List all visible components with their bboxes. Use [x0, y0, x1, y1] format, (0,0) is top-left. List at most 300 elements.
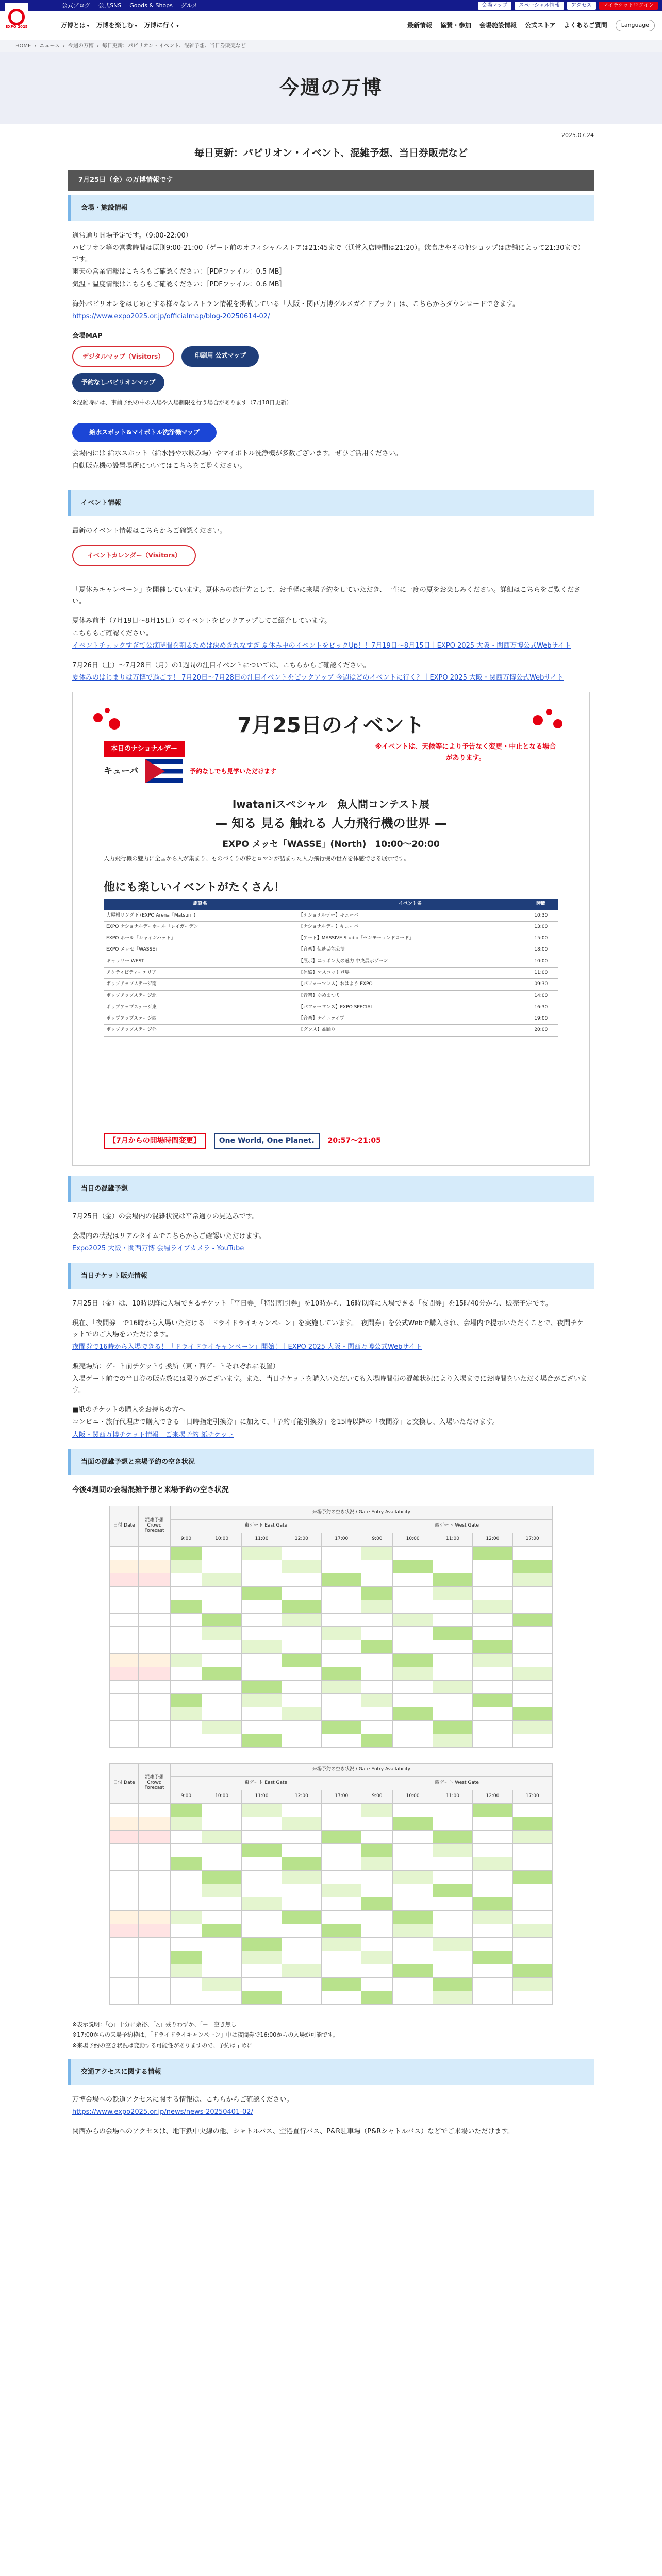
grid-slot-cell[interactable]: [242, 1573, 282, 1586]
grid-slot-cell[interactable]: [242, 1640, 282, 1653]
grid-slot-cell[interactable]: [393, 1573, 433, 1586]
grid-slot-cell[interactable]: [473, 1720, 512, 1734]
grid-slot-cell[interactable]: [361, 1667, 393, 1680]
grid-slot-cell[interactable]: [361, 1680, 393, 1693]
grid-slot-cell[interactable]: [242, 1897, 282, 1910]
grid-slot-cell[interactable]: [393, 1560, 433, 1573]
grid-slot-cell[interactable]: [242, 1600, 282, 1613]
grid-slot-cell[interactable]: [361, 1586, 393, 1600]
grid-slot-cell[interactable]: [433, 1857, 472, 1870]
grid-slot-cell[interactable]: [473, 1884, 512, 1897]
grid-slot-cell[interactable]: [242, 1626, 282, 1640]
grid-slot-cell[interactable]: [473, 1857, 512, 1870]
grid-slot-cell[interactable]: [433, 1653, 472, 1667]
grid-slot-cell[interactable]: [202, 1964, 241, 1977]
grid-slot-cell[interactable]: [512, 1734, 552, 1747]
grid-slot-cell[interactable]: [322, 1977, 361, 1991]
grid-slot-cell[interactable]: [242, 1857, 282, 1870]
grid-slot-cell[interactable]: [282, 1991, 321, 2004]
nav-sponsors[interactable]: 協賛・参加: [440, 22, 472, 29]
grid-slot-cell[interactable]: [433, 1937, 472, 1951]
grid-slot-cell[interactable]: [512, 1843, 552, 1857]
grid-slot-cell[interactable]: [512, 1613, 552, 1626]
grid-slot-cell[interactable]: [171, 1626, 202, 1640]
ticket-paper-link[interactable]: 大阪・関西万博チケット情報｜ご来場予約 紙チケット: [72, 1431, 234, 1439]
grid-slot-cell[interactable]: [282, 1843, 321, 1857]
grid-slot-cell[interactable]: [322, 1640, 361, 1653]
grid-slot-cell[interactable]: [361, 1817, 393, 1830]
grid-slot-cell[interactable]: [512, 1640, 552, 1653]
topbar-link-blog[interactable]: 公式ブログ: [62, 2, 90, 9]
grid-slot-cell[interactable]: [282, 1653, 321, 1667]
grid-slot-cell[interactable]: [282, 1817, 321, 1830]
grid-slot-cell[interactable]: [171, 1653, 202, 1667]
grid-slot-cell[interactable]: [202, 1720, 241, 1734]
grid-slot-cell[interactable]: [393, 1640, 433, 1653]
grid-slot-cell[interactable]: [473, 1734, 512, 1747]
grid-slot-cell[interactable]: [322, 1680, 361, 1693]
grid-slot-cell[interactable]: [512, 1546, 552, 1560]
grid-slot-cell[interactable]: [282, 1693, 321, 1707]
grid-slot-cell[interactable]: [171, 1667, 202, 1680]
grid-slot-cell[interactable]: [202, 1991, 241, 2004]
grid-slot-cell[interactable]: [393, 1626, 433, 1640]
topbar-link-sns[interactable]: 公式SNS: [98, 2, 122, 9]
grid-slot-cell[interactable]: [322, 1910, 361, 1924]
grid-slot-cell[interactable]: [322, 1707, 361, 1720]
grid-slot-cell[interactable]: [393, 1734, 433, 1747]
grid-slot-cell[interactable]: [393, 1546, 433, 1560]
grid-slot-cell[interactable]: [322, 1573, 361, 1586]
grid-slot-cell[interactable]: [393, 1613, 433, 1626]
breadcrumb-weekly[interactable]: 今週の万博: [68, 43, 94, 49]
grid-slot-cell[interactable]: [393, 1977, 433, 1991]
nav-store[interactable]: 公式ストア: [525, 22, 556, 29]
grid-slot-cell[interactable]: [322, 1857, 361, 1870]
grid-slot-cell[interactable]: [393, 1653, 433, 1667]
grid-slot-cell[interactable]: [393, 1951, 433, 1964]
grid-slot-cell[interactable]: [512, 1626, 552, 1640]
grid-slot-cell[interactable]: [282, 1626, 321, 1640]
grid-slot-cell[interactable]: [171, 1600, 202, 1613]
traffic-link[interactable]: https://www.expo2025.or.jp/news/news-20250401-02/: [72, 2108, 253, 2116]
grid-slot-cell[interactable]: [322, 1693, 361, 1707]
grid-slot-cell[interactable]: [322, 1546, 361, 1560]
topbar-link-goods[interactable]: Goods & Shops: [129, 2, 173, 9]
grid-slot-cell[interactable]: [202, 1546, 241, 1560]
grid-slot-cell[interactable]: [393, 1910, 433, 1924]
grid-slot-cell[interactable]: [361, 1884, 393, 1897]
topbar-button-special[interactable]: スペーシャル情報: [515, 2, 564, 10]
grid-slot-cell[interactable]: [322, 1884, 361, 1897]
grid-slot-cell[interactable]: [512, 1653, 552, 1667]
grid-slot-cell[interactable]: [171, 1937, 202, 1951]
grid-slot-cell[interactable]: [361, 1626, 393, 1640]
grid-slot-cell[interactable]: [473, 1680, 512, 1693]
grid-slot-cell[interactable]: [202, 1693, 241, 1707]
grid-slot-cell[interactable]: [512, 1720, 552, 1734]
grid-slot-cell[interactable]: [202, 1977, 241, 1991]
grid-slot-cell[interactable]: [473, 1817, 512, 1830]
language-button[interactable]: Language: [616, 20, 655, 31]
grid-slot-cell[interactable]: [202, 1937, 241, 1951]
grid-slot-cell[interactable]: [171, 1951, 202, 1964]
grid-slot-cell[interactable]: [322, 1870, 361, 1884]
topbar-button-access[interactable]: アクセス: [567, 2, 596, 10]
grid-slot-cell[interactable]: [202, 1910, 241, 1924]
grid-slot-cell[interactable]: [361, 1573, 393, 1586]
grid-slot-cell[interactable]: [202, 1640, 241, 1653]
grid-slot-cell[interactable]: [473, 1560, 512, 1573]
grid-slot-cell[interactable]: [433, 1734, 472, 1747]
venue-heat-info[interactable]: 気温・温度情報はこちらもご確認ください：［PDFファイル：0.6 MB］: [72, 280, 286, 289]
grid-slot-cell[interactable]: [202, 1560, 241, 1573]
grid-slot-cell[interactable]: [242, 1991, 282, 2004]
grid-slot-cell[interactable]: [242, 1884, 282, 1897]
grid-slot-cell[interactable]: [433, 1964, 472, 1977]
grid-slot-cell[interactable]: [282, 1870, 321, 1884]
grid-slot-cell[interactable]: [171, 1720, 202, 1734]
grid-slot-cell[interactable]: [242, 1830, 282, 1843]
grid-slot-cell[interactable]: [433, 1977, 472, 1991]
grid-slot-cell[interactable]: [202, 1897, 241, 1910]
grid-slot-cell[interactable]: [473, 1600, 512, 1613]
grid-slot-cell[interactable]: [512, 1897, 552, 1910]
grid-slot-cell[interactable]: [361, 1803, 393, 1817]
grid-slot-cell[interactable]: [433, 1910, 472, 1924]
grid-slot-cell[interactable]: [433, 1667, 472, 1680]
grid-slot-cell[interactable]: [242, 1667, 282, 1680]
grid-slot-cell[interactable]: [282, 1720, 321, 1734]
grid-slot-cell[interactable]: [393, 1924, 433, 1937]
grid-slot-cell[interactable]: [202, 1653, 241, 1667]
grid-slot-cell[interactable]: [322, 1937, 361, 1951]
grid-slot-cell[interactable]: [393, 1870, 433, 1884]
grid-slot-cell[interactable]: [242, 1870, 282, 1884]
grid-slot-cell[interactable]: [361, 1951, 393, 1964]
grid-slot-cell[interactable]: [473, 1870, 512, 1884]
grid-slot-cell[interactable]: [282, 1586, 321, 1600]
grid-slot-cell[interactable]: [393, 1991, 433, 2004]
expo-logo[interactable]: [5, 3, 28, 35]
grid-slot-cell[interactable]: [322, 1803, 361, 1817]
water-spot-map-button[interactable]: 給水スポット&マイボトル洗浄機マップ: [72, 423, 217, 442]
grid-slot-cell[interactable]: [202, 1803, 241, 1817]
grid-slot-cell[interactable]: [361, 1924, 393, 1937]
grid-slot-cell[interactable]: [242, 1546, 282, 1560]
grid-slot-cell[interactable]: [171, 1843, 202, 1857]
grid-slot-cell[interactable]: [393, 1667, 433, 1680]
grid-slot-cell[interactable]: [322, 1560, 361, 1573]
grid-slot-cell[interactable]: [433, 1924, 472, 1937]
grid-slot-cell[interactable]: [171, 1680, 202, 1693]
grid-slot-cell[interactable]: [473, 1613, 512, 1626]
grid-slot-cell[interactable]: [393, 1680, 433, 1693]
grid-slot-cell[interactable]: [202, 1734, 241, 1747]
grid-slot-cell[interactable]: [282, 1857, 321, 1870]
grid-slot-cell[interactable]: [473, 1937, 512, 1951]
grid-slot-cell[interactable]: [171, 1573, 202, 1586]
grid-slot-cell[interactable]: [433, 1803, 472, 1817]
grid-slot-cell[interactable]: [282, 1734, 321, 1747]
grid-slot-cell[interactable]: [322, 1991, 361, 2004]
grid-slot-cell[interactable]: [393, 1884, 433, 1897]
grid-slot-cell[interactable]: [512, 1600, 552, 1613]
grid-slot-cell[interactable]: [473, 1626, 512, 1640]
grid-slot-cell[interactable]: [361, 1613, 393, 1626]
grid-slot-cell[interactable]: [202, 1680, 241, 1693]
grid-slot-cell[interactable]: [512, 1830, 552, 1843]
nav-news[interactable]: 最新情報: [407, 22, 433, 29]
grid-slot-cell[interactable]: [361, 1977, 393, 1991]
grid-slot-cell[interactable]: [171, 1977, 202, 1991]
grid-slot-cell[interactable]: [433, 1613, 472, 1626]
grid-slot-cell[interactable]: [433, 1573, 472, 1586]
grid-slot-cell[interactable]: [242, 1653, 282, 1667]
grid-slot-cell[interactable]: [361, 1640, 393, 1653]
grid-slot-cell[interactable]: [322, 1586, 361, 1600]
grid-slot-cell[interactable]: [242, 1720, 282, 1734]
grid-slot-cell[interactable]: [202, 1884, 241, 1897]
ticket-campaign-link[interactable]: 夜間券で16時から入場できる！「ドライドライキャンペーン」開始！｜EXPO 2025 大阪・関西万博公式Webサイト: [72, 1343, 422, 1351]
nav-faq[interactable]: よくあるご質問: [564, 22, 607, 29]
grid-slot-cell[interactable]: [202, 1857, 241, 1870]
grid-slot-cell[interactable]: [202, 1817, 241, 1830]
grid-slot-cell[interactable]: [322, 1653, 361, 1667]
grid-slot-cell[interactable]: [473, 1573, 512, 1586]
nav-visit[interactable]: 万博に行く ▾: [144, 20, 179, 30]
grid-slot-cell[interactable]: [171, 1857, 202, 1870]
grid-slot-cell[interactable]: [202, 1586, 241, 1600]
grid-slot-cell[interactable]: [393, 1897, 433, 1910]
grid-slot-cell[interactable]: [361, 1707, 393, 1720]
grid-slot-cell[interactable]: [282, 1830, 321, 1843]
grid-slot-cell[interactable]: [512, 1937, 552, 1951]
grid-slot-cell[interactable]: [282, 1560, 321, 1573]
nav-facilities[interactable]: 会場施設情報: [479, 22, 517, 29]
grid-slot-cell[interactable]: [171, 1640, 202, 1653]
print-map-button[interactable]: 印刷用 公式マップ: [181, 346, 259, 367]
grid-slot-cell[interactable]: [433, 1720, 472, 1734]
grid-slot-cell[interactable]: [242, 1910, 282, 1924]
grid-slot-cell[interactable]: [361, 1937, 393, 1951]
grid-slot-cell[interactable]: [473, 1843, 512, 1857]
grid-slot-cell[interactable]: [473, 1693, 512, 1707]
grid-slot-cell[interactable]: [322, 1830, 361, 1843]
grid-slot-cell[interactable]: [393, 1843, 433, 1857]
grid-slot-cell[interactable]: [202, 1924, 241, 1937]
grid-slot-cell[interactable]: [282, 1600, 321, 1613]
grid-slot-cell[interactable]: [282, 1910, 321, 1924]
grid-slot-cell[interactable]: [393, 1586, 433, 1600]
grid-slot-cell[interactable]: [242, 1937, 282, 1951]
grid-slot-cell[interactable]: [361, 1653, 393, 1667]
grid-slot-cell[interactable]: [322, 1734, 361, 1747]
grid-slot-cell[interactable]: [171, 1613, 202, 1626]
grid-slot-cell[interactable]: [433, 1600, 472, 1613]
grid-slot-cell[interactable]: [322, 1667, 361, 1680]
grid-slot-cell[interactable]: [361, 1910, 393, 1924]
grid-slot-cell[interactable]: [512, 1951, 552, 1964]
grid-slot-cell[interactable]: [202, 1870, 241, 1884]
grid-slot-cell[interactable]: [512, 1924, 552, 1937]
grid-slot-cell[interactable]: [361, 1870, 393, 1884]
grid-slot-cell[interactable]: [473, 1977, 512, 1991]
grid-slot-cell[interactable]: [393, 1720, 433, 1734]
crowd-live-link[interactable]: Expo2025 大阪・関西万博 会場ライブカメラ - YouTube: [72, 1245, 244, 1253]
grid-slot-cell[interactable]: [393, 1964, 433, 1977]
grid-slot-cell[interactable]: [512, 1667, 552, 1680]
grid-slot-cell[interactable]: [282, 1640, 321, 1653]
grid-slot-cell[interactable]: [242, 1843, 282, 1857]
nav-enjoy[interactable]: 万博を楽しむ ▾: [96, 20, 137, 30]
grid-slot-cell[interactable]: [361, 1897, 393, 1910]
breadcrumb-news[interactable]: ニュース: [39, 43, 60, 49]
grid-slot-cell[interactable]: [242, 1951, 282, 1964]
grid-slot-cell[interactable]: [171, 1991, 202, 2004]
grid-slot-cell[interactable]: [433, 1707, 472, 1720]
event-week-link[interactable]: 夏休みのはじまりは万博で過ごす！ 7月20日〜7月28日の注目イベントをピックアップ 今週はどのイベントに行く？｜EXPO 2025 大阪・関西万博公式Webサイト: [72, 674, 564, 682]
grid-slot-cell[interactable]: [202, 1613, 241, 1626]
grid-slot-cell[interactable]: [393, 1600, 433, 1613]
venue-rain-info[interactable]: 雨天の営業情報はこちらもご確認ください：［PDFファイル：0.5 MB］: [72, 268, 286, 276]
grid-slot-cell[interactable]: [282, 1924, 321, 1937]
grid-slot-cell[interactable]: [361, 1991, 393, 2004]
grid-slot-cell[interactable]: [282, 1977, 321, 1991]
grid-slot-cell[interactable]: [242, 1560, 282, 1573]
grid-slot-cell[interactable]: [171, 1830, 202, 1843]
grid-slot-cell[interactable]: [433, 1680, 472, 1693]
grid-slot-cell[interactable]: [242, 1924, 282, 1937]
grid-slot-cell[interactable]: [361, 1830, 393, 1843]
grid-slot-cell[interactable]: [393, 1803, 433, 1817]
grid-slot-cell[interactable]: [512, 1680, 552, 1693]
grid-slot-cell[interactable]: [322, 1897, 361, 1910]
grid-slot-cell[interactable]: [512, 1977, 552, 1991]
grid-slot-cell[interactable]: [322, 1600, 361, 1613]
grid-slot-cell[interactable]: [171, 1817, 202, 1830]
grid-slot-cell[interactable]: [282, 1803, 321, 1817]
grid-slot-cell[interactable]: [171, 1560, 202, 1573]
grid-slot-cell[interactable]: [171, 1897, 202, 1910]
grid-slot-cell[interactable]: [473, 1830, 512, 1843]
grid-slot-cell[interactable]: [473, 1586, 512, 1600]
grid-slot-cell[interactable]: [433, 1693, 472, 1707]
grid-slot-cell[interactable]: [512, 1964, 552, 1977]
grid-slot-cell[interactable]: [433, 1991, 472, 2004]
grid-slot-cell[interactable]: [282, 1707, 321, 1720]
grid-slot-cell[interactable]: [473, 1803, 512, 1817]
grid-slot-cell[interactable]: [202, 1573, 241, 1586]
grid-slot-cell[interactable]: [242, 1693, 282, 1707]
grid-slot-cell[interactable]: [242, 1613, 282, 1626]
grid-slot-cell[interactable]: [202, 1667, 241, 1680]
grid-slot-cell[interactable]: [361, 1546, 393, 1560]
grid-slot-cell[interactable]: [171, 1884, 202, 1897]
grid-slot-cell[interactable]: [473, 1951, 512, 1964]
grid-slot-cell[interactable]: [393, 1857, 433, 1870]
grid-slot-cell[interactable]: [171, 1707, 202, 1720]
grid-slot-cell[interactable]: [322, 1924, 361, 1937]
no-reservation-map-button[interactable]: 予約なしパビリオンマップ: [72, 373, 164, 392]
grid-slot-cell[interactable]: [433, 1897, 472, 1910]
grid-slot-cell[interactable]: [473, 1707, 512, 1720]
grid-slot-cell[interactable]: [433, 1817, 472, 1830]
grid-slot-cell[interactable]: [473, 1640, 512, 1653]
grid-slot-cell[interactable]: [322, 1720, 361, 1734]
grid-slot-cell[interactable]: [282, 1884, 321, 1897]
grid-slot-cell[interactable]: [171, 1910, 202, 1924]
event-pickup-link[interactable]: イベントチェックすぎて公演時間を割るためは決めきれなすぎ 夏休み中のイベントをピックUp！！7月19日〜8月15日｜EXPO 2025 大阪・関西万博公式Webサイト: [72, 641, 571, 650]
grid-slot-cell[interactable]: [322, 1613, 361, 1626]
grid-slot-cell[interactable]: [202, 1626, 241, 1640]
grid-slot-cell[interactable]: [322, 1951, 361, 1964]
grid-slot-cell[interactable]: [322, 1626, 361, 1640]
topbar-link-gourmet[interactable]: グルメ: [180, 2, 198, 9]
grid-slot-cell[interactable]: [433, 1626, 472, 1640]
grid-slot-cell[interactable]: [473, 1667, 512, 1680]
grid-slot-cell[interactable]: [171, 1586, 202, 1600]
grid-slot-cell[interactable]: [473, 1910, 512, 1924]
grid-slot-cell[interactable]: [361, 1560, 393, 1573]
grid-slot-cell[interactable]: [171, 1924, 202, 1937]
grid-slot-cell[interactable]: [361, 1857, 393, 1870]
grid-slot-cell[interactable]: [322, 1964, 361, 1977]
topbar-button-login[interactable]: マイチケットログイン: [599, 2, 658, 10]
grid-slot-cell[interactable]: [242, 1817, 282, 1830]
grid-slot-cell[interactable]: [433, 1843, 472, 1857]
topbar-button-map[interactable]: 会場マップ: [478, 2, 512, 10]
grid-slot-cell[interactable]: [393, 1817, 433, 1830]
grid-slot-cell[interactable]: [512, 1857, 552, 1870]
grid-slot-cell[interactable]: [282, 1951, 321, 1964]
grid-slot-cell[interactable]: [202, 1830, 241, 1843]
grid-slot-cell[interactable]: [282, 1897, 321, 1910]
grid-slot-cell[interactable]: [473, 1964, 512, 1977]
grid-slot-cell[interactable]: [433, 1586, 472, 1600]
grid-slot-cell[interactable]: [473, 1897, 512, 1910]
grid-slot-cell[interactable]: [242, 1803, 282, 1817]
grid-slot-cell[interactable]: [361, 1843, 393, 1857]
grid-slot-cell[interactable]: [512, 1560, 552, 1573]
breadcrumb-home[interactable]: HOME: [15, 43, 31, 49]
grid-slot-cell[interactable]: [393, 1693, 433, 1707]
grid-slot-cell[interactable]: [512, 1803, 552, 1817]
grid-slot-cell[interactable]: [512, 1573, 552, 1586]
grid-slot-cell[interactable]: [433, 1560, 472, 1573]
grid-slot-cell[interactable]: [512, 1910, 552, 1924]
grid-slot-cell[interactable]: [282, 1613, 321, 1626]
nav-about[interactable]: 万博とは ▾: [61, 20, 89, 30]
grid-slot-cell[interactable]: [512, 1817, 552, 1830]
grid-slot-cell[interactable]: [171, 1546, 202, 1560]
grid-slot-cell[interactable]: [473, 1546, 512, 1560]
grid-slot-cell[interactable]: [242, 1964, 282, 1977]
grid-slot-cell[interactable]: [171, 1964, 202, 1977]
venue-gourmet-link[interactable]: https://www.expo2025.or.jp/officialmap/blog-20250614-02/: [72, 312, 270, 320]
grid-slot-cell[interactable]: [282, 1937, 321, 1951]
grid-slot-cell[interactable]: [171, 1734, 202, 1747]
grid-slot-cell[interactable]: [433, 1951, 472, 1964]
grid-slot-cell[interactable]: [512, 1991, 552, 2004]
grid-slot-cell[interactable]: [361, 1734, 393, 1747]
grid-slot-cell[interactable]: [202, 1600, 241, 1613]
grid-slot-cell[interactable]: [512, 1884, 552, 1897]
grid-slot-cell[interactable]: [361, 1964, 393, 1977]
grid-slot-cell[interactable]: [433, 1640, 472, 1653]
grid-slot-cell[interactable]: [433, 1870, 472, 1884]
grid-slot-cell[interactable]: [282, 1546, 321, 1560]
